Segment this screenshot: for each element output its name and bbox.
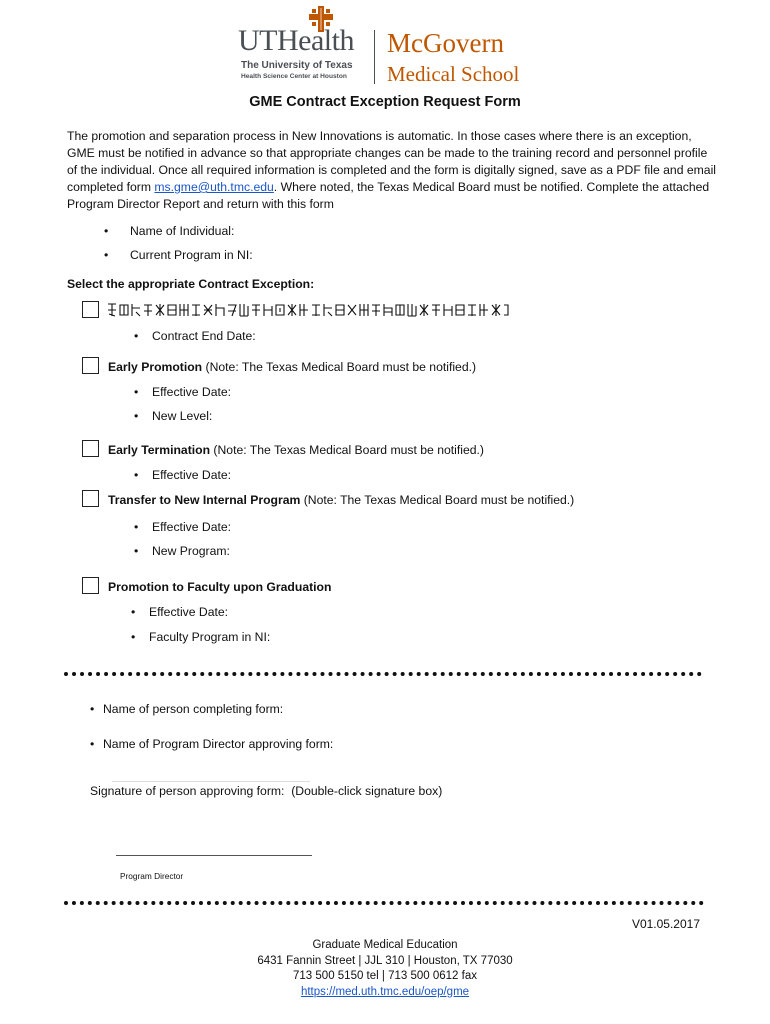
program-director-label: Program Director <box>120 871 184 881</box>
form-title: GME Contract Exception Request Form <box>249 94 521 110</box>
institution-logo <box>238 6 538 86</box>
bullet-icon: • <box>90 737 95 751</box>
bullet-icon: • <box>90 702 95 716</box>
field-label: Name of Program Director approving form: <box>103 737 334 751</box>
promotion-faculty-checkbox[interactable] <box>82 577 99 594</box>
footer-department: Graduate Medical Education <box>312 939 458 951</box>
footer-phone: 713 500 5150 tel | 713 500 0612 fax <box>293 970 477 982</box>
field-label: Effective Date: <box>152 520 232 534</box>
select-heading: Select the appropriate Contract Exception: <box>67 277 315 291</box>
version-number: V01.05.2017 <box>631 917 700 931</box>
ut-wordmark: UTHealth <box>238 24 354 57</box>
section-separator <box>64 672 702 676</box>
bullet-icon: • <box>134 409 139 423</box>
early-termination-checkbox[interactable] <box>82 440 99 457</box>
field-label: Faculty Program in NI: <box>149 630 271 644</box>
footer-address: 6431 Fannin Street | JJL 310 | Houston, TX 77030 <box>257 954 513 967</box>
garbled-option-label <box>106 302 510 318</box>
option-title: Early Promotion <box>108 360 203 374</box>
signature-instructions: Signature of person approving form: (Double-click signature box) <box>90 784 443 798</box>
transfer-program-label <box>108 492 574 509</box>
field-label: Effective Date: <box>152 468 232 482</box>
bullet-icon: • <box>104 248 109 262</box>
school-name-2: Medical School <box>387 62 520 86</box>
ut-subtitle: The University of Texas <box>241 60 353 71</box>
bullet-icon: • <box>131 605 136 619</box>
footer-website-link[interactable]: https://med.uth.tmc.edu/oep/gme <box>300 985 470 998</box>
field-label: Current Program in NI: <box>130 248 253 262</box>
bullet-icon: • <box>131 630 136 644</box>
logo-divider <box>374 30 375 84</box>
option-title: Transfer to New Internal Program <box>108 493 301 507</box>
option-note: (Note: The Texas Medical Board must be notified.) <box>300 493 575 507</box>
field-label: New Program: <box>152 544 230 558</box>
bullet-icon: • <box>134 520 139 534</box>
early-promotion-checkbox[interactable] <box>82 357 99 374</box>
early-promotion-label <box>108 359 476 376</box>
email-link[interactable]: ms.gme@uth.tmc.edu <box>154 180 274 194</box>
signature-field-top <box>112 781 310 782</box>
bullet-icon: • <box>134 329 139 343</box>
field-label: Name of Individual: <box>130 224 235 238</box>
option-note: (Note: The Texas Medical Board must be notified.) <box>210 443 484 457</box>
bullet-icon: • <box>134 468 139 482</box>
early-termination-label <box>108 442 484 459</box>
intro-paragraph <box>67 128 717 213</box>
field-label: Contract End Date: <box>152 329 256 343</box>
option-note: (Note: The Texas Medical Board must be notified.) <box>202 360 477 374</box>
field-label: Name of person completing form: <box>103 702 284 716</box>
transfer-program-checkbox[interactable] <box>82 490 99 507</box>
option-title: Promotion to Faculty upon Graduation <box>108 580 332 594</box>
bullet-icon: • <box>134 385 139 399</box>
signature-box[interactable] <box>116 855 312 856</box>
intro-text-end: . Where noted, the Texas Medical Board must be notified. Complete the attached Program Director Report and return with this form <box>67 180 710 211</box>
school-name: McGovern <box>387 28 504 58</box>
field-label: Effective Date: <box>149 605 229 619</box>
promotion-faculty-label <box>108 579 331 596</box>
bullet-icon: • <box>104 224 109 238</box>
option-title: Early Termination <box>108 443 211 457</box>
intro-text: The promotion and separation process in New Innovations is automatic. In those cases where there is an exception, GME must be notified in advance so that appropriate changes can be made to the training record and personnel profile of the individual. Once all required information is completed and the form is digitally signed, save as a PDF file and email completed form <box>67 129 716 194</box>
field-label: Effective Date: <box>152 385 232 399</box>
option-1-checkbox[interactable] <box>82 301 99 318</box>
bullet-icon: • <box>134 544 139 558</box>
section-separator <box>64 901 704 905</box>
footer <box>0 938 770 1000</box>
field-label: New Level: <box>152 409 213 423</box>
ut-subtitle-2: Health Science Center at Houston <box>241 73 347 80</box>
